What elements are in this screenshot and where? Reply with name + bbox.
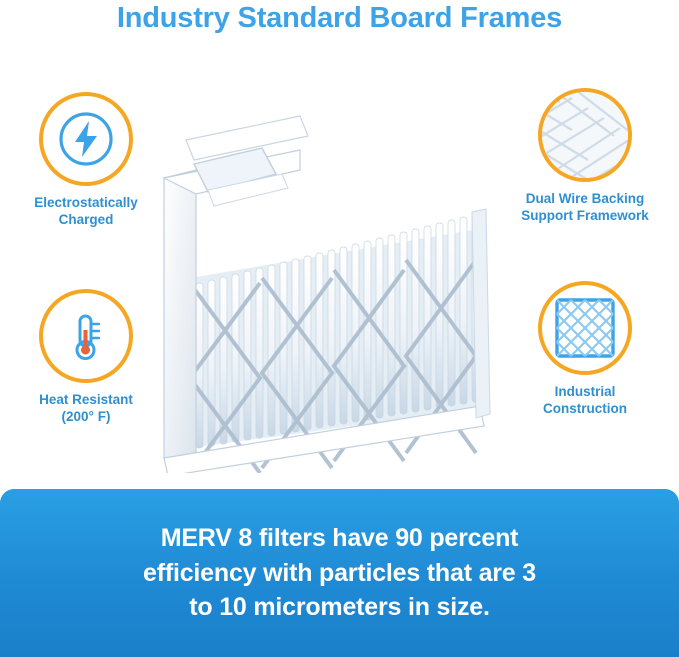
feature-heat-resistant [6, 289, 166, 426]
thermometer-icon [54, 304, 118, 368]
feature-label-heat-resistant [6, 392, 166, 426]
feature-label-dual-wire-backing [505, 191, 665, 225]
feature-industrial-construction [505, 281, 665, 418]
filter-svg [150, 78, 500, 473]
feature-dual-wire-backing [505, 88, 665, 225]
lightning-bolt-icon [56, 109, 116, 169]
wire-mesh-icon [542, 92, 628, 178]
grid-frame-icon [554, 297, 616, 359]
badge-dual-wire-backing [538, 88, 632, 182]
feature-label-line1: Heat Resistant [39, 392, 133, 407]
feature-label-line1: Electrostatically [34, 195, 138, 210]
feature-label-line2: (200° F) [61, 408, 111, 424]
banner-line-3: to 10 micrometers in size. [189, 593, 490, 622]
feature-label-industrial-construction [505, 384, 665, 418]
feature-label-line1: Industrial [554, 384, 616, 399]
badge-heat-resistant [39, 289, 133, 383]
banner-line-1: MERV 8 filters have 90 percent [160, 524, 519, 553]
feature-label-line2: Charged [58, 211, 114, 227]
badge-industrial-construction [538, 281, 632, 375]
feature-label-line2: Construction [543, 400, 627, 416]
pleated-air-filter-illustration [150, 78, 500, 473]
banner-line-2: efficiency with particles that are 3 [143, 558, 536, 587]
merv-rating-banner [0, 489, 679, 657]
feature-label-electrostatically-charged [6, 195, 166, 229]
badge-electrostatically-charged [39, 92, 133, 186]
feature-label-line1: Dual Wire Backing [525, 191, 645, 206]
feature-electrostatically-charged [6, 92, 166, 229]
feature-label-line2: Support Framework [521, 207, 649, 223]
page-title: Industry Standard Board Frames [116, 2, 563, 34]
banner-text [103, 521, 576, 625]
